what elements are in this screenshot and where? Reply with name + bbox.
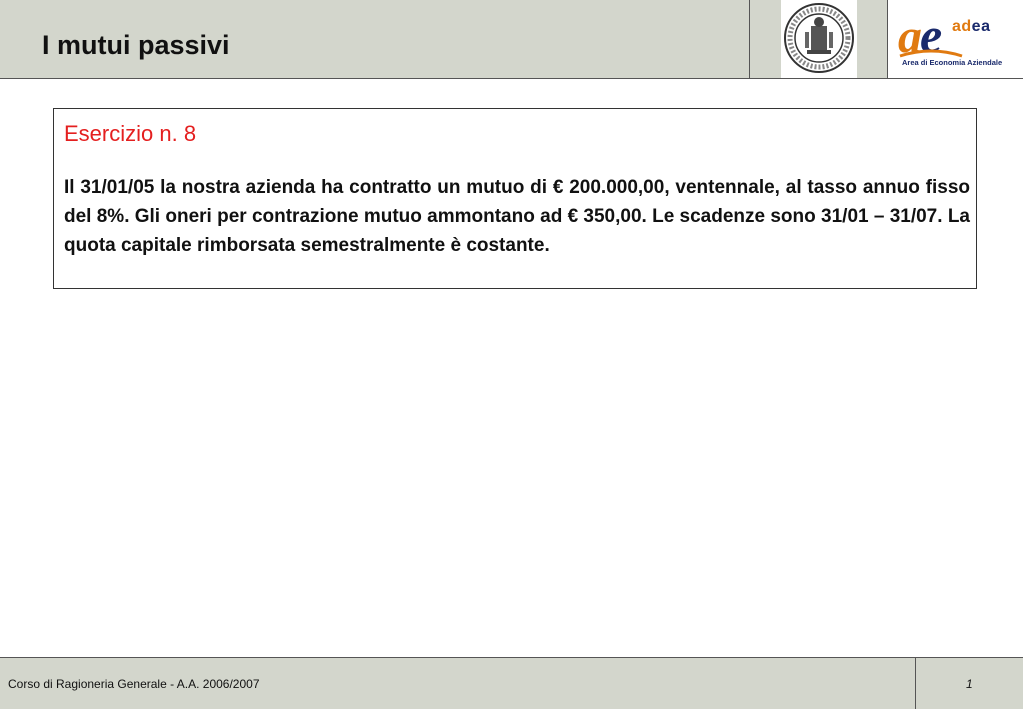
adea-logo [888, 0, 1023, 78]
adea-wordmark: adea [952, 18, 991, 35]
exercise-title: Esercizio n. 8 [64, 121, 197, 146]
footer-divider [915, 658, 916, 709]
exercise-body: Il 31/01/05 la nostra azienda ha contratto un mutuo di € 200.000,00, ventennale, al tasso annuo fisso del 8%. Gli oneri per contrazione mutuo ammontano ad € 350,00. Le scadenze sono 31/01 – 31/07. La quota capitale rimborsata semestralmente è costante. [64, 177, 970, 256]
svg-text:e: e [920, 7, 943, 62]
exercise-box [53, 108, 977, 289]
slide-footer [0, 657, 1023, 709]
university-seal-logo [781, 0, 857, 78]
seal-icon [781, 0, 857, 78]
page-number: 1 [966, 677, 973, 691]
slide-title: I mutui passivi [42, 30, 230, 60]
course-label: Corso di Ragioneria Generale - A.A. 2006/2007 [8, 677, 260, 691]
svg-text:a: a [898, 10, 922, 62]
seal-logo-box [749, 0, 888, 78]
slide-header [0, 0, 1023, 79]
adea-subtitle: Area di Economia Aziendale [902, 58, 1003, 67]
